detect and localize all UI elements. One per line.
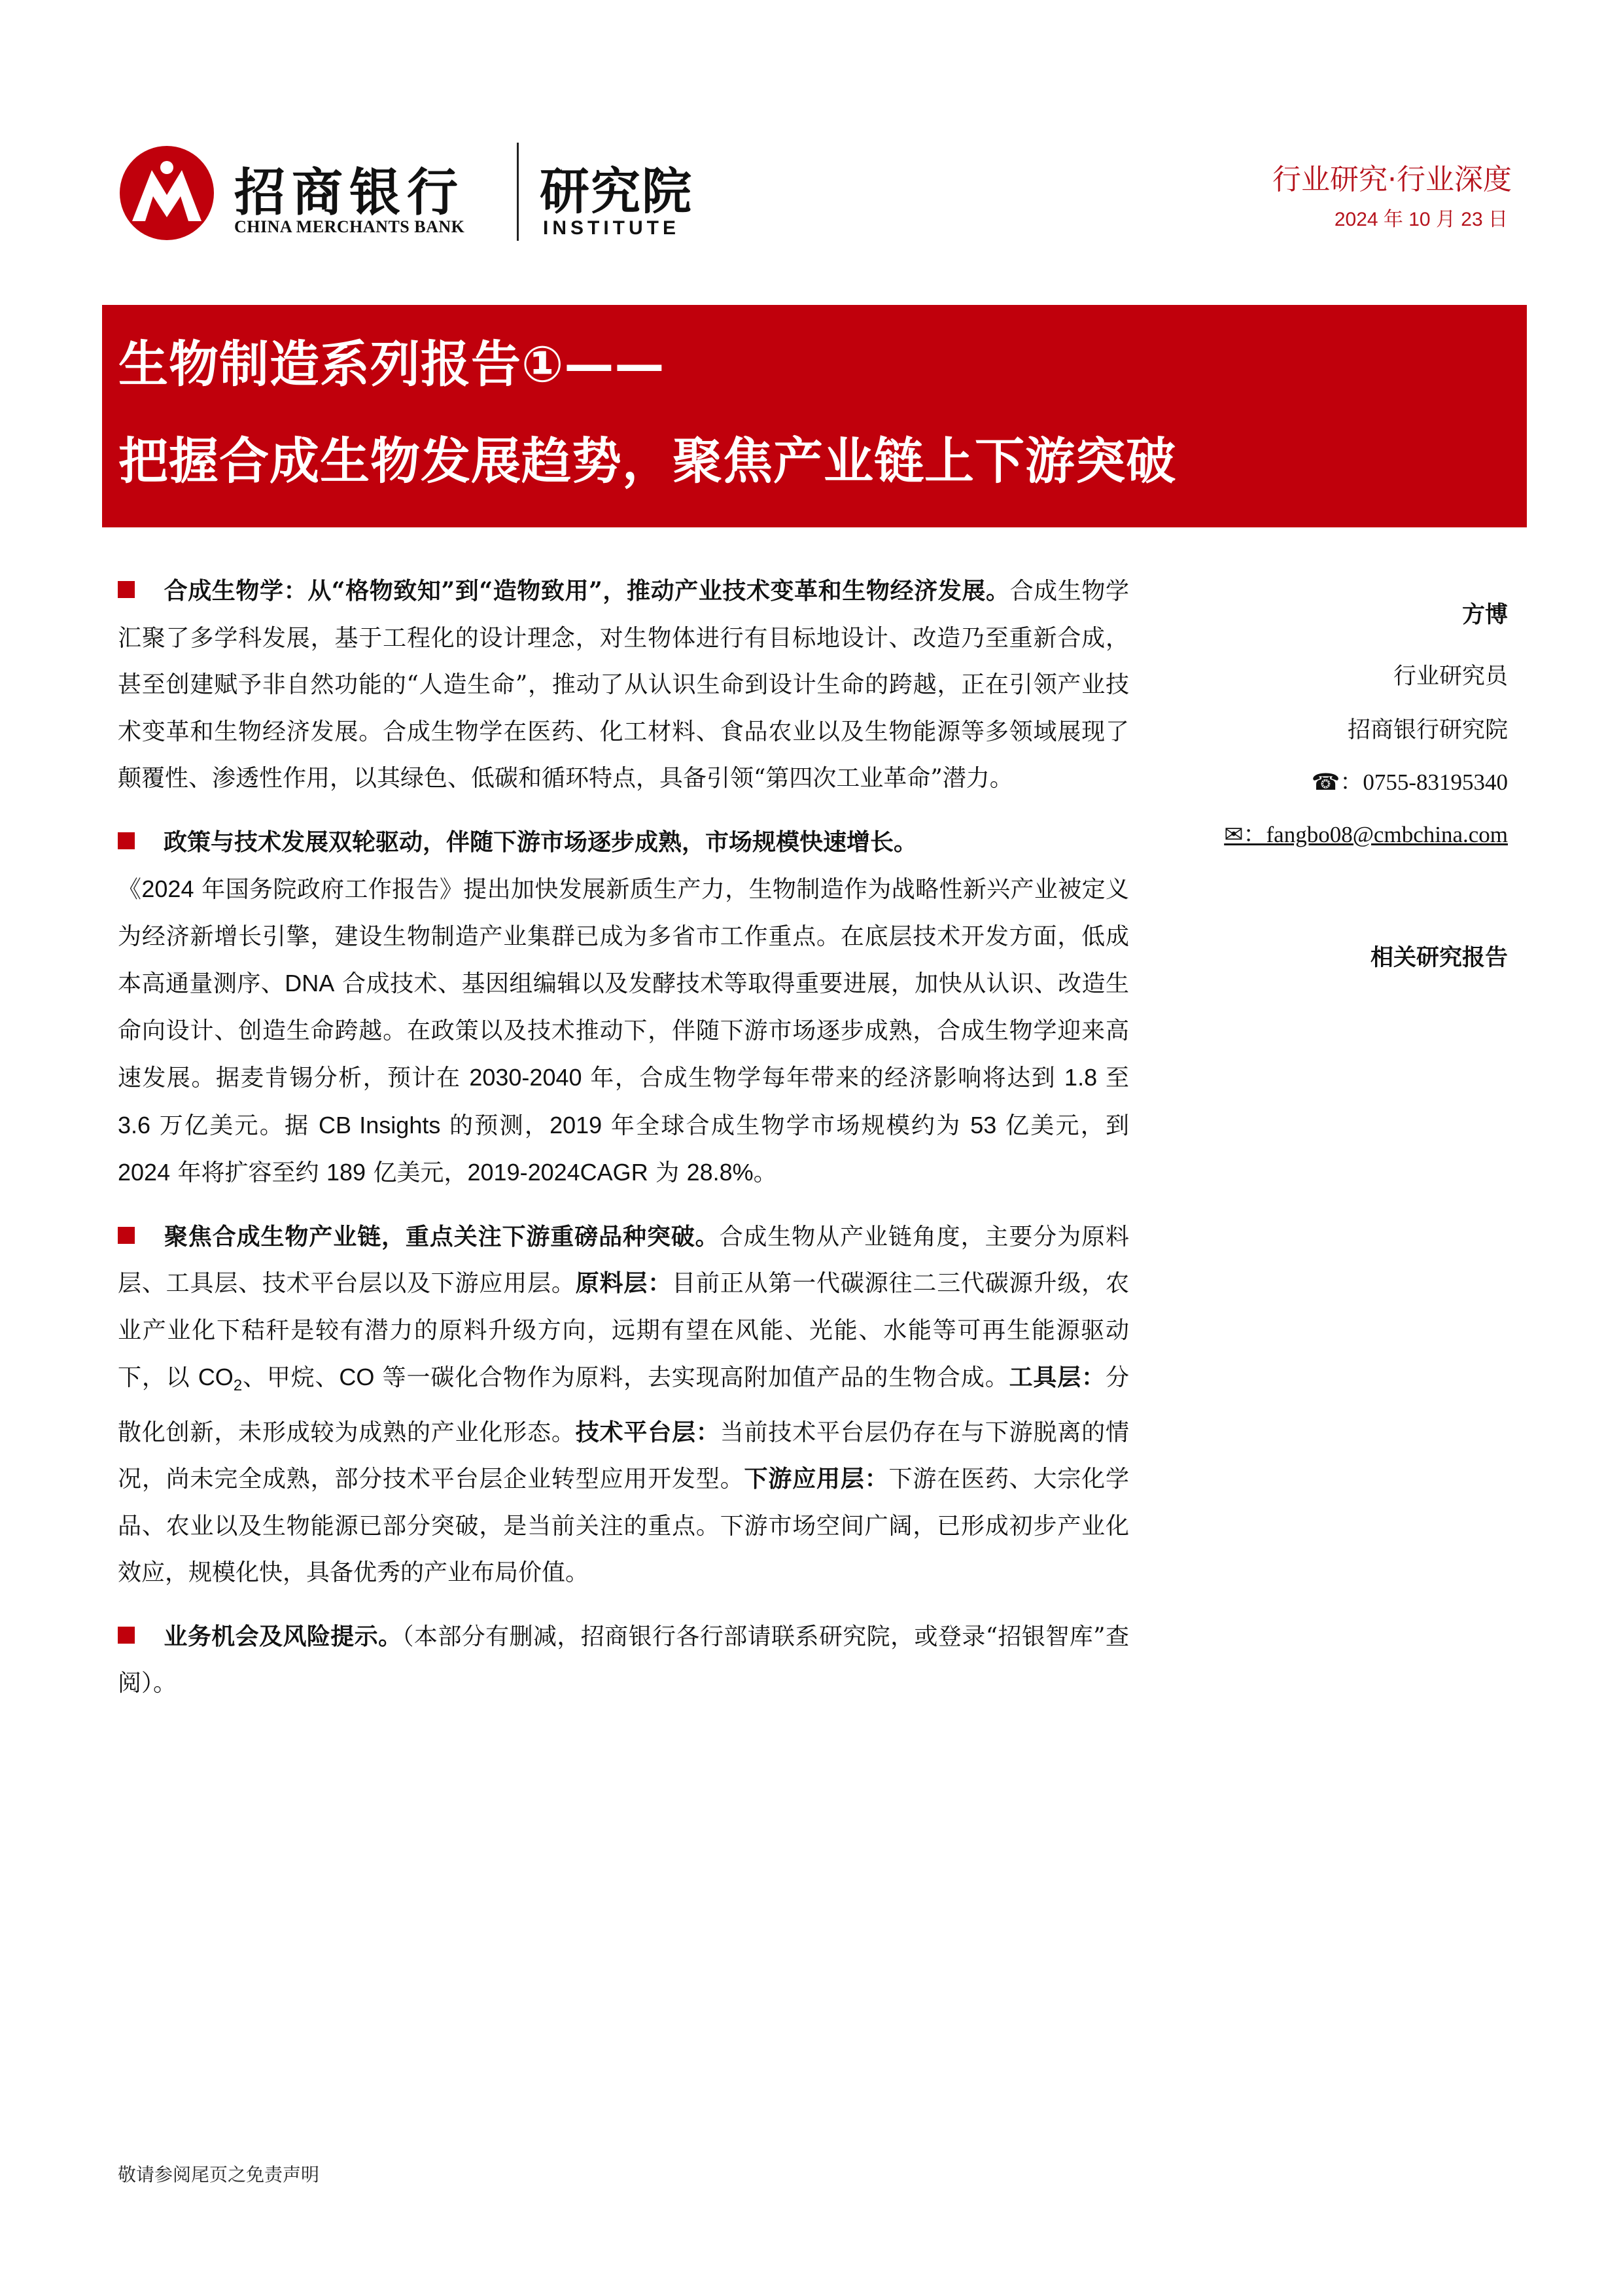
section-text: 合成生物学汇聚了多学科发展，基于工程化的设计理念，对生物体进行有目标地设计、改造乃至重新合成，甚至创建赋予非自然功能的“人造生命”，推动了从认识生命到设计生命的跨越，正在引领产业技术变革和生物经济发展。合成生物学在医药、化工材料、食品农业以及生物能源等多领域展现了颠覆性、渗透性作用，以其绿色、低碳和循环特点，具备引领“第四次工业革命”潜力。 xyxy=(118,578,1129,792)
title-banner xyxy=(102,305,1527,527)
text-run: 万亿美元。据 xyxy=(150,1112,319,1139)
institute-name-cn: 研究院 xyxy=(540,162,693,221)
formula-subscript: 2 xyxy=(233,1377,243,1395)
cmb-logo-icon xyxy=(118,144,216,242)
institute-name-en: INSTITUTE xyxy=(543,217,680,239)
layer-label-raw-material: 原料层： xyxy=(575,1269,672,1297)
text-run: 2019 xyxy=(550,1111,602,1139)
text-run: 目前正从第一代碳源往二三代碳源升级，农业产业化下秸秆是较有潜力的原料升级方向，远期有望在风能、光能、水能等可再生能源驱动下，以 xyxy=(118,1270,1129,1391)
text-run: 分散化创新，未形成较为成熟的产业化形态。 xyxy=(118,1364,1129,1446)
bullet-square-icon xyxy=(118,832,135,849)
text-run: 2024 xyxy=(141,875,194,902)
text-run: 、甲烷、 xyxy=(242,1364,340,1391)
author-email[interactable] xyxy=(1142,817,1508,849)
text-run: 合成生物从产业链角度，主要分为原料层、工具层、技术平台层以及下游应用层。 xyxy=(118,1223,1129,1297)
disclaimer-note: 敬请参阅尾页之免责声明 xyxy=(118,2164,320,2185)
cmb-logo xyxy=(118,137,720,249)
section-opportunity-risk xyxy=(118,1614,1129,1707)
author-phone xyxy=(1142,764,1508,797)
section-policy-market xyxy=(118,819,1129,1197)
author-organization: 招商银行研究院 xyxy=(1347,717,1508,743)
report-title-line-1: 生物制造系列报告①—— xyxy=(118,335,665,393)
layer-label-downstream: 下游应用层： xyxy=(744,1465,889,1493)
author-title: 行业研究员 xyxy=(1393,663,1508,690)
text-run: 年全球合成生物学市场规模约为 xyxy=(602,1112,971,1139)
text-run: 至 xyxy=(1097,1065,1129,1091)
text-run: 的预测， xyxy=(440,1112,550,1139)
section-synthetic-biology xyxy=(118,568,1129,802)
section-industry-chain xyxy=(118,1214,1129,1597)
main-content xyxy=(118,568,1129,1724)
section-heading: 业务机会及风险提示。 xyxy=(164,1622,402,1650)
text-run: 下游在医药、大宗化学品、农业以及生物能源已部分突破，是当前关注的重点。下游市场空间广阔，已形成初步产业化效应，规模化快，具备优秀的产业布局价值。 xyxy=(118,1466,1129,1587)
bullet-square-icon xyxy=(118,581,135,598)
text-run: 亿美元，到 xyxy=(996,1112,1130,1139)
formula-co: CO xyxy=(339,1364,375,1390)
phone-number: 0755-83195340 xyxy=(1363,769,1508,795)
text-run: 2030-2040 xyxy=(469,1064,582,1091)
report-title-line-2: 把握合成生物发展趋势，聚焦产业链上下游突破 xyxy=(118,432,1176,490)
report-type: 行业研究·行业深度 xyxy=(1272,163,1512,196)
bullet-square-icon xyxy=(118,1227,135,1244)
formula-co2: CO xyxy=(198,1364,234,1390)
text-run: 《 xyxy=(118,876,142,903)
text-run: 3.6 xyxy=(118,1111,151,1139)
text-run: CB Insights xyxy=(319,1111,441,1139)
logo-divider xyxy=(517,143,519,241)
author-name: 方博 xyxy=(1461,601,1508,628)
brand-name-en: CHINA MERCHANTS BANK xyxy=(234,217,465,236)
author-info xyxy=(1142,597,1508,849)
text-run: 年，合成生物学每年带来的经济影响将达到 xyxy=(582,1065,1065,1091)
brand-name-cn: 招商银行 xyxy=(234,164,465,222)
section-heading: 聚焦合成生物产业链，重点关注下游重磅品种突破。 xyxy=(164,1222,720,1250)
mail-icon: ✉： xyxy=(1224,822,1266,847)
text-run: 年将扩容至约 xyxy=(170,1159,326,1186)
section-text: （本部分有删减，招商银行各行部请联系研究院，或登录“招银智库”查阅）。 xyxy=(118,1623,1129,1697)
text-run: 189 xyxy=(326,1159,366,1186)
report-date: 2024 年 10 月 23 日 xyxy=(1334,209,1508,230)
text-run: 当前技术平台层仍存在与下游脱离的情况，尚未完全成熟，部分技术平台层企业转型应用开发型。 xyxy=(118,1419,1129,1493)
text-run: 年国务院政府工作报告》提出加快发展新质生产力，生物制造作为战略性新兴产业被定义为经济新增长引擎，建设生物制造产业集群已成为多省市工作重点。在底层技术开发方面，低成本高通量测序、 xyxy=(118,876,1129,997)
layer-label-tools: 工具层： xyxy=(1009,1364,1106,1391)
layer-label-platform: 技术平台层： xyxy=(575,1418,720,1446)
text-run: 亿美元， xyxy=(366,1159,468,1186)
email-address[interactable]: fangbo08@cmbchina.com xyxy=(1266,822,1508,847)
text-run: 28.8% xyxy=(686,1159,754,1186)
text-run: 为 xyxy=(648,1159,687,1186)
text-run: 。 xyxy=(753,1159,777,1186)
section-heading: 合成生物学：从“格物致知”到“造物致用”，推动产业技术变革和生物经济发展。 xyxy=(164,577,1010,605)
text-run: DNA xyxy=(285,970,335,997)
text-run: 2019-2024CAGR xyxy=(467,1159,648,1186)
related-reports-heading: 相关研究报告 xyxy=(1370,944,1508,971)
text-run: 53 xyxy=(970,1111,997,1139)
text-run: 2024 xyxy=(118,1159,171,1186)
bullet-square-icon xyxy=(118,1627,135,1644)
text-run: 1.8 xyxy=(1064,1064,1098,1091)
text-run: 合成技术、基因组编辑以及发酵技术等取得重要进展，加快从认识、改造生命向设计、创造生命跨越。在政策以及技术推动下，伴随下游市场逐步成熟，合成生物学迎来高速发展。据麦肯锡分析，预计在 xyxy=(118,970,1129,1091)
text-run: 等一碳化合物作为原料，去实现高附加值产品的生物合成。 xyxy=(374,1364,1009,1391)
phone-icon: ☎： xyxy=(1311,769,1363,795)
section-heading: 政策与技术发展双轮驱动，伴随下游市场逐步成熟，市场规模快速增长。 xyxy=(164,828,918,856)
